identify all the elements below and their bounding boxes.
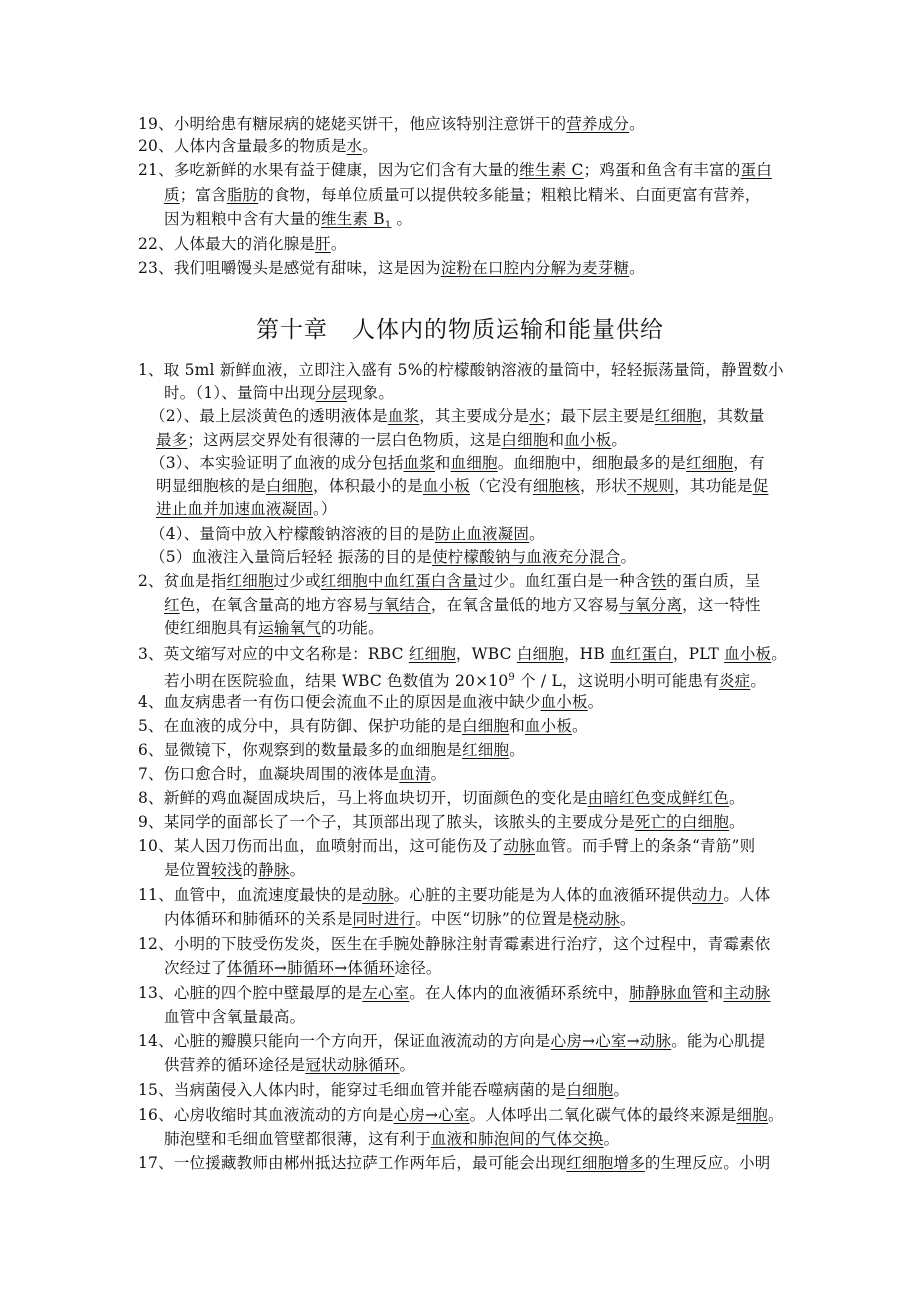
answer: 与氧结合: [368, 596, 431, 614]
answer: 最多: [156, 431, 188, 449]
c14-line-2: 供营养的循环途径是冠状动脉循环。: [164, 1056, 416, 1074]
c10-line-2: 是位置较浅的静脉。: [164, 861, 306, 879]
answer: 水: [529, 407, 545, 425]
answer: 较浅: [211, 861, 243, 879]
answer: 红细胞: [226, 572, 274, 590]
c5: 5、在血液的成分中，具有防御、保护功能的是白细胞和血小板。: [138, 717, 588, 735]
answer: 动脉: [503, 837, 535, 855]
answer: 红: [164, 596, 180, 614]
question-21-line-2: 质；富含脂肪的食物，每单位质量可以提供较多能量；粗粮比精米、白面更富有营养，: [164, 186, 761, 204]
answer: 白细胞: [462, 717, 510, 735]
answer: 主动脉: [723, 984, 771, 1002]
c2-line-3: 使红细胞具有运输氧气的功能。: [164, 619, 384, 637]
question-23: 23、我们咀嚼馒头是感觉有甜味，这是因为淀粉在口腔内分解为麦芽糖。: [138, 259, 645, 277]
c11-line-2: 内体循环和肺循环的关系是同时进行。中医“切脉”的位置是桡动脉。: [164, 910, 636, 928]
answer: 体循环→肺循环→体循环: [226, 959, 395, 977]
c3-line-1: 3、英文缩写对应的中文名称是：RBC 红细胞，WBC 白细胞，HB 血红蛋白，PLT 血小板。: [138, 645, 787, 663]
answer: 蛋白: [740, 161, 772, 179]
c2-line-1: 2、贫血是指红细胞过少或红细胞中血红蛋白含量过少。血红蛋白是一种含铁的蛋白质，呈: [138, 572, 761, 590]
answer: 分层: [315, 384, 347, 402]
answer: 动力: [691, 886, 724, 904]
answer: 血细胞: [450, 454, 498, 472]
answer: 白细胞: [501, 431, 549, 449]
answer: 肝: [315, 235, 331, 253]
answer: 桡动脉: [572, 910, 620, 928]
c1-line-7: 进止血并加速血液凝固。）: [156, 500, 337, 518]
c1-line-4: 最多；这两层交界处有很薄的一层白色物质，这是白细胞和血小板。: [156, 431, 628, 449]
answer: 血清: [399, 765, 431, 783]
answer: 红细胞中血红蛋白含量: [320, 572, 478, 590]
c10-line-1: 10、某人因刀伤而出血，血喷射而出，这可能伤及了动脉血管。而手臂上的条条“青筋”则: [138, 837, 756, 855]
answer: 白细胞: [265, 477, 314, 495]
c11-line-1: 11、血管中，血流速度最快的是动脉。心脏的主要功能是为人体的血液循环提供动力。人体: [138, 886, 771, 904]
c1-line-9: （5）血液注入量筒后轻轻 振荡的目的是使柠檬酸钠与血液充分混合。: [150, 548, 637, 566]
answer: 血浆: [403, 454, 435, 472]
c16-line-1: 16、心房收缩时其血液流动的方向是心房→心室。人体呼出二氧化碳气体的最终来源是细胞。: [138, 1106, 784, 1124]
chapter-title: 第十章 人体内的物质运输和能量供给: [256, 317, 664, 343]
c1-line-8: （4）、量筒中放入柠檬酸钠溶液的目的是防止血液凝固。: [150, 525, 545, 543]
answer: 细胞核: [532, 477, 580, 495]
question-22: 22、人体最大的消化腺是肝。: [138, 235, 347, 253]
answer: 红细胞: [654, 407, 702, 425]
answer: 血小板: [524, 717, 572, 735]
answer: 进止血并加速血液凝固: [156, 500, 314, 518]
c12-line-1: 12、小明的下肢受伤发炎，医生在手腕处静脉注射青霉素进行治疗，这个过程中，青霉素依: [138, 935, 771, 953]
c8: 8、新鲜的鸡血凝固成块后，马上将血块切开，切面颜色的变化是由暗红色变成鲜红色。: [138, 789, 745, 807]
answer: 脂肪: [226, 186, 259, 204]
answer: 淀粉在口腔内分解为麦芽糖: [440, 259, 630, 277]
answer: 血红蛋白: [610, 645, 673, 663]
c13-line-1: 13、心脏的四个腔中壁最厚的是左心室。在人体内的血液循环系统中，肺静脉血管和主动脉: [138, 984, 771, 1002]
answer: 维生素 C: [519, 161, 584, 179]
c15: 15、当病菌侵入人体内时，能穿过毛细血管并能吞噬病菌的是白细胞。: [138, 1081, 630, 1099]
answer: 维生素 $B_1$: [321, 210, 392, 232]
c1-line-5: （3）、本实验证明了血液的成分包括血浆和血细胞。血细胞中，细胞最多的是红细胞，有: [150, 454, 765, 472]
answer: 心房→心室→动脉: [550, 1032, 672, 1050]
answer: 静脉: [258, 861, 290, 879]
answer: 使柠檬酸钠与血液充分混合: [432, 548, 621, 566]
answer: 同时进行: [352, 910, 416, 928]
answer: 肺静脉血管: [629, 984, 708, 1002]
answer: 心房→心室: [393, 1106, 470, 1124]
answer: 血小板: [564, 431, 612, 449]
answer: 不规则: [627, 477, 675, 495]
answer: 细胞: [736, 1106, 768, 1124]
answer: 白细胞: [566, 1081, 614, 1099]
answer: 防止血液凝固: [434, 525, 530, 543]
answer: 血液和肺泡间的气体交换: [430, 1130, 604, 1148]
answer: 铁: [650, 572, 667, 590]
answer: 与氧分离: [619, 596, 683, 614]
c4: 4、血友病患者一有伤口便会流血不止的原因是血液中缺少血小板。: [138, 693, 604, 711]
question-21-line-1: 21、多吃新鲜的水果有益于健康，因为它们含有大量的维生素 C；鸡蛋和鱼含有丰富的蛋白: [138, 161, 772, 179]
c1-line-3: （2）、最上层淡黄色的透明液体是血浆，其主要成分是水；最下层主要是红细胞，其数量: [150, 407, 765, 425]
answer: 质: [164, 186, 180, 204]
answer: 促: [752, 477, 769, 495]
c7: 7、伤口愈合时，血凝块周围的液体是血清。: [138, 765, 447, 783]
answer: 由暗红色变成鲜红色: [587, 789, 729, 807]
answer: 动脉: [362, 886, 394, 904]
c3-line-2: 若小明在医院验血，结果 WBC 色数值为 $20\times 10^9$ 个 / L，这说明小明可能患有炎症。: [164, 672, 767, 691]
c9: 9、某同学的面部长了一个子，其顶部出现了脓头，该脓头的主要成分是死亡的白细胞。: [138, 813, 745, 831]
answer: 血浆: [387, 407, 420, 425]
c12-line-2: 次经过了体循环→肺循环→体循环途径。: [164, 959, 442, 977]
answer: 白细胞: [516, 645, 564, 663]
c1-line-2: 时。（1）、量筒中出现分层现象。: [164, 384, 395, 402]
answer: 血小板: [540, 693, 588, 711]
c2-line-2: 红色，在氧含量高的地方容易与氧结合，在氧含量低的地方又容易与氧分离，这一特性: [164, 596, 761, 614]
c1-line-6: 明显细胞核的是白细胞，体积最小的是血小板（它没有细胞核，形状不规则，其功能是促: [156, 477, 769, 495]
c14-line-1: 14、心脏的瓣膜只能向一个方向开，保证血液流动的方向是心房→心室→动脉。能为心肌提: [138, 1032, 766, 1050]
question-19: 19、小明给患有糖尿病的姥姥买饼干，他应该特别注意饼干的营养成分。: [138, 115, 645, 133]
answer: 血小板: [422, 477, 471, 495]
c17: 17、一位援藏教师由郴州抵达拉萨工作两年后，最可能会出现红细胞增多的生理反应。小明: [138, 1154, 771, 1172]
answer: 左心室: [362, 984, 410, 1002]
c6: 6、显微镜下，你观察到的数量最多的血细胞是红细胞。: [138, 741, 525, 759]
c13-line-2: 血管中含氧量最高。: [164, 1008, 306, 1026]
answer: 炎症: [718, 672, 751, 691]
answer: 红细胞: [408, 645, 456, 663]
answer: 冠状动脉循环: [305, 1056, 400, 1074]
answer: 血小板: [724, 645, 772, 663]
answer: 运输氧气: [258, 619, 322, 637]
answer: 红细胞: [686, 454, 734, 472]
c1-line-1: 1、取 5ml 新鲜血液，立即注入盛有 5%的柠檬酸钠溶液的量筒中，轻轻振荡量筒，静置数小: [138, 361, 784, 379]
question-21-line-3: 因为粗粮中含有大量的维生素 $B_1$ 。: [164, 210, 413, 232]
answer: 红细胞增多: [566, 1154, 645, 1172]
question-20: 20、人体内含量最多的物质是水。: [138, 137, 378, 155]
c16-line-2: 肺泡壁和毛细血管壁都很薄，这有利于血液和肺泡间的气体交换。: [164, 1130, 620, 1148]
answer: 营养成分: [566, 115, 630, 133]
answer: 水: [346, 137, 363, 155]
answer: 死亡的白细胞: [634, 813, 729, 831]
answer: 红细胞: [462, 741, 510, 759]
